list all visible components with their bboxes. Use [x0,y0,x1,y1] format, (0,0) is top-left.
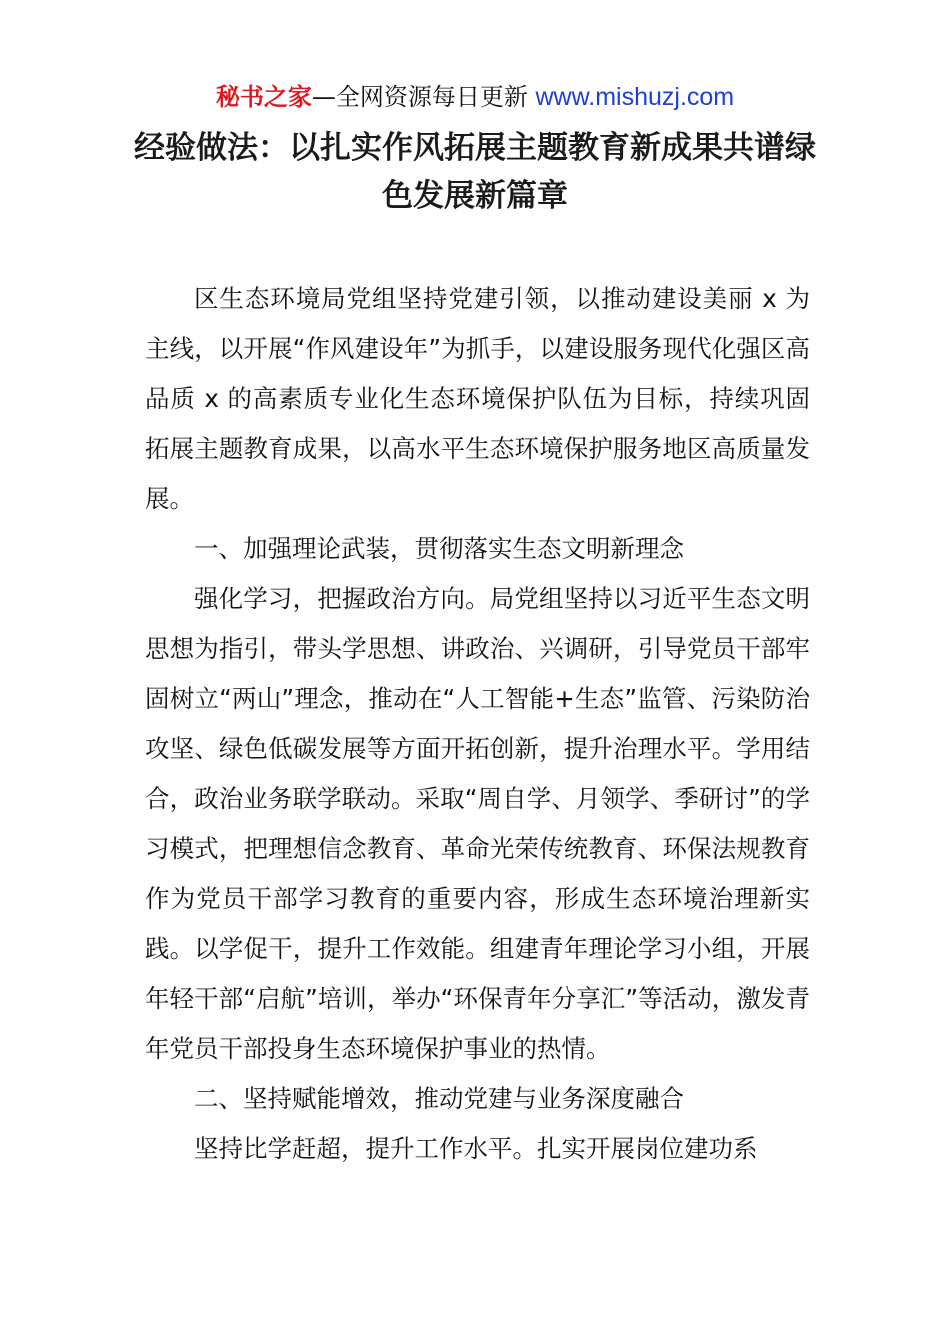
site-banner [0,80,950,114]
section-2-paragraph: 坚持比学赶超，提升工作水平。扎实开展岗位建功系 [194,1134,758,1163]
brand-name: 秘书之家 [215,83,312,111]
document-body [145,274,810,1174]
intro-paragraph: 区生态环境局党组坚持党建引领，以推动建设美丽 x 为主线，以开展“作风建设年”为抓手，以建设服务现代化强区高品质 x 的高素质专业化生态环境保护队伍为目标，持续巩固拓展主题教育成果，以高水平生态环境保护服务地区高质量发展。 [145,284,810,513]
site-url-link[interactable]: www.mishuzj.com [535,83,735,111]
section-heading-2: 二、坚持赋能增效，推动党建与业务深度融合 [194,1084,684,1113]
section-heading-1: 一、加强理论武装，贯彻落实生态文明新理念 [194,534,684,563]
section-1-paragraph: 强化学习，把握政治方向。局党组坚持以习近平生态文明思想为指引，带头学思想、讲政治、兴调研，引导党员干部牢固树立“两山”理念，推动在“人工智能+生态”监管、污染防治攻坚、绿色低碳发展等方面开拓创新，提升治理水平。学用结合，政治业务联学联动。采取“周自学、月领学、季研讨”的学习模式，把理想信念教育、革命光荣传统教育、环保法规教育作为党员干部学习教育的重要内容，形成生态环境治理新实践。以学促干，提升工作效能。组建青年理论学习小组，开展年轻干部“启航”培训，举办“环保青年分享汇”等活动，激发青年党员干部投身生态环境保护事业的热情。 [145,584,810,1063]
document-title: 经验做法：以扎实作风拓展主题教育新成果共谱绿色发展新篇章 [134,130,816,214]
banner-tagline: —全网资源每日更新 [311,83,536,111]
